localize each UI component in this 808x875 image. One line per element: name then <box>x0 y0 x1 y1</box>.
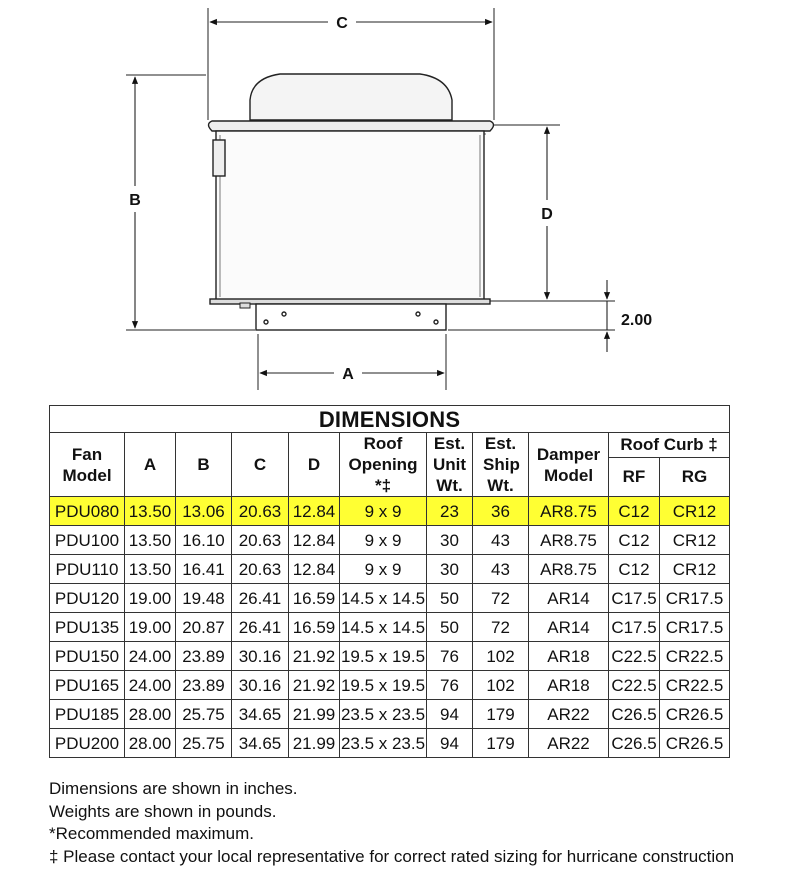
table-row <box>50 526 730 555</box>
cell-rf: C22.5 <box>609 642 660 671</box>
cell-a: 28.00 <box>125 729 176 758</box>
cell-d: 12.84 <box>289 526 340 555</box>
header-roof-opening: Roof Opening *‡ <box>340 433 427 497</box>
cell-model: PDU150 <box>50 642 125 671</box>
cell-c: 26.41 <box>232 613 289 642</box>
cell-rg: CR22.5 <box>660 642 730 671</box>
cell-opening: 9 x 9 <box>340 497 427 526</box>
table-row <box>50 555 730 584</box>
cell-rf: C22.5 <box>609 671 660 700</box>
cell-unit-wt: 50 <box>427 584 473 613</box>
cell-d: 21.92 <box>289 671 340 700</box>
cell-unit-wt: 30 <box>427 526 473 555</box>
fan-dimension-drawing <box>0 0 808 400</box>
cell-damper: AR8.75 <box>529 497 609 526</box>
cell-opening: 14.5 x 14.5 <box>340 613 427 642</box>
header-b: B <box>176 433 232 497</box>
cell-rg: CR12 <box>660 497 730 526</box>
cell-unit-wt: 50 <box>427 613 473 642</box>
cell-rg: CR17.5 <box>660 584 730 613</box>
fan-illustration <box>209 74 494 330</box>
cell-rg: CR26.5 <box>660 700 730 729</box>
cell-rf: C17.5 <box>609 584 660 613</box>
note-units: Dimensions are shown in inches. <box>49 779 298 798</box>
cell-damper: AR8.75 <box>529 526 609 555</box>
table-row <box>50 729 730 758</box>
cell-unit-wt: 76 <box>427 671 473 700</box>
cell-c: 26.41 <box>232 584 289 613</box>
cell-a: 28.00 <box>125 700 176 729</box>
header-rg: RG <box>660 457 730 496</box>
cell-ship-wt: 43 <box>473 555 529 584</box>
cell-b: 16.10 <box>176 526 232 555</box>
header-damper-model: Damper Model <box>529 433 609 497</box>
dim-d-label: D <box>541 206 553 223</box>
cell-damper: AR22 <box>529 729 609 758</box>
header-roof-curb: Roof Curb ‡ <box>609 433 730 458</box>
table-row <box>50 497 730 526</box>
cell-unit-wt: 76 <box>427 642 473 671</box>
cell-ship-wt: 72 <box>473 584 529 613</box>
cell-model: PDU135 <box>50 613 125 642</box>
cell-b: 19.48 <box>176 584 232 613</box>
dim-base-label: 2.00 <box>621 312 653 329</box>
header-ship-weight: Est. Ship Wt. <box>473 433 529 497</box>
cell-c: 20.63 <box>232 555 289 584</box>
dimensions-table <box>49 405 730 758</box>
dim-c-label: C <box>336 15 348 32</box>
cell-ship-wt: 43 <box>473 526 529 555</box>
cell-ship-wt: 102 <box>473 671 529 700</box>
cell-a: 13.50 <box>125 526 176 555</box>
cell-c: 34.65 <box>232 700 289 729</box>
table-row <box>50 584 730 613</box>
cell-model: PDU100 <box>50 526 125 555</box>
cell-c: 30.16 <box>232 642 289 671</box>
cell-opening: 23.5 x 23.5 <box>340 729 427 758</box>
cell-b: 25.75 <box>176 729 232 758</box>
table-row <box>50 613 730 642</box>
cell-b: 20.87 <box>176 613 232 642</box>
cell-b: 13.06 <box>176 497 232 526</box>
cell-opening: 14.5 x 14.5 <box>340 584 427 613</box>
cell-b: 23.89 <box>176 642 232 671</box>
cell-unit-wt: 30 <box>427 555 473 584</box>
cell-d: 21.92 <box>289 642 340 671</box>
cell-ship-wt: 179 <box>473 729 529 758</box>
cell-ship-wt: 179 <box>473 700 529 729</box>
cell-damper: AR14 <box>529 584 609 613</box>
cell-a: 19.00 <box>125 584 176 613</box>
header-a: A <box>125 433 176 497</box>
cell-unit-wt: 94 <box>427 700 473 729</box>
header-c: C <box>232 433 289 497</box>
cell-model: PDU120 <box>50 584 125 613</box>
cell-rg: CR12 <box>660 555 730 584</box>
cell-damper: AR14 <box>529 613 609 642</box>
cell-d: 21.99 <box>289 729 340 758</box>
header-d: D <box>289 433 340 497</box>
cell-model: PDU165 <box>50 671 125 700</box>
cell-opening: 19.5 x 19.5 <box>340 671 427 700</box>
cell-d: 12.84 <box>289 555 340 584</box>
cell-rg: CR12 <box>660 526 730 555</box>
cell-rf: C26.5 <box>609 729 660 758</box>
cell-a: 13.50 <box>125 497 176 526</box>
cell-damper: AR18 <box>529 642 609 671</box>
note-weights: Weights are shown in pounds. <box>49 801 277 821</box>
cell-rg: CR22.5 <box>660 671 730 700</box>
cell-opening: 19.5 x 19.5 <box>340 642 427 671</box>
cell-model: PDU185 <box>50 700 125 729</box>
header-unit-weight: Est. Unit Wt. <box>427 433 473 497</box>
cell-rf: C12 <box>609 555 660 584</box>
cell-damper: AR22 <box>529 700 609 729</box>
cell-d: 21.99 <box>289 700 340 729</box>
cell-opening: 9 x 9 <box>340 555 427 584</box>
header-fan-model: Fan Model <box>50 433 125 497</box>
header-rf: RF <box>609 457 660 496</box>
cell-opening: 23.5 x 23.5 <box>340 700 427 729</box>
cell-model: PDU080 <box>50 497 125 526</box>
cell-unit-wt: 94 <box>427 729 473 758</box>
cell-b: 25.75 <box>176 700 232 729</box>
cell-a: 13.50 <box>125 555 176 584</box>
cell-b: 23.89 <box>176 671 232 700</box>
cell-model: PDU110 <box>50 555 125 584</box>
cell-b: 16.41 <box>176 555 232 584</box>
cell-a: 19.00 <box>125 613 176 642</box>
cell-rf: C12 <box>609 497 660 526</box>
cell-rf: C12 <box>609 526 660 555</box>
cell-c: 34.65 <box>232 729 289 758</box>
table-row <box>50 642 730 671</box>
cell-rf: C26.5 <box>609 700 660 729</box>
table-title: DIMENSIONS <box>50 406 730 433</box>
cell-c: 20.63 <box>232 497 289 526</box>
cell-ship-wt: 102 <box>473 642 529 671</box>
cell-d: 16.59 <box>289 584 340 613</box>
cell-damper: AR8.75 <box>529 555 609 584</box>
cell-opening: 9 x 9 <box>340 526 427 555</box>
table-notes <box>49 778 808 868</box>
note-hurricane: ‡ Please contact your local representative for correct rated sizing for hurricane construction <box>49 846 735 866</box>
cell-a: 24.00 <box>125 642 176 671</box>
dim-b-label: B <box>129 192 141 209</box>
cell-rf: C17.5 <box>609 613 660 642</box>
cell-damper: AR18 <box>529 671 609 700</box>
table-row <box>50 700 730 729</box>
table-row <box>50 671 730 700</box>
cell-d: 12.84 <box>289 497 340 526</box>
cell-c: 30.16 <box>232 671 289 700</box>
cell-ship-wt: 36 <box>473 497 529 526</box>
cell-a: 24.00 <box>125 671 176 700</box>
cell-unit-wt: 23 <box>427 497 473 526</box>
cell-rg: CR17.5 <box>660 613 730 642</box>
cell-ship-wt: 72 <box>473 613 529 642</box>
cell-rg: CR26.5 <box>660 729 730 758</box>
dim-a-label: A <box>342 366 354 383</box>
note-recommended: *Recommended maximum. <box>49 824 255 843</box>
cell-c: 20.63 <box>232 526 289 555</box>
cell-model: PDU200 <box>50 729 125 758</box>
cell-d: 16.59 <box>289 613 340 642</box>
